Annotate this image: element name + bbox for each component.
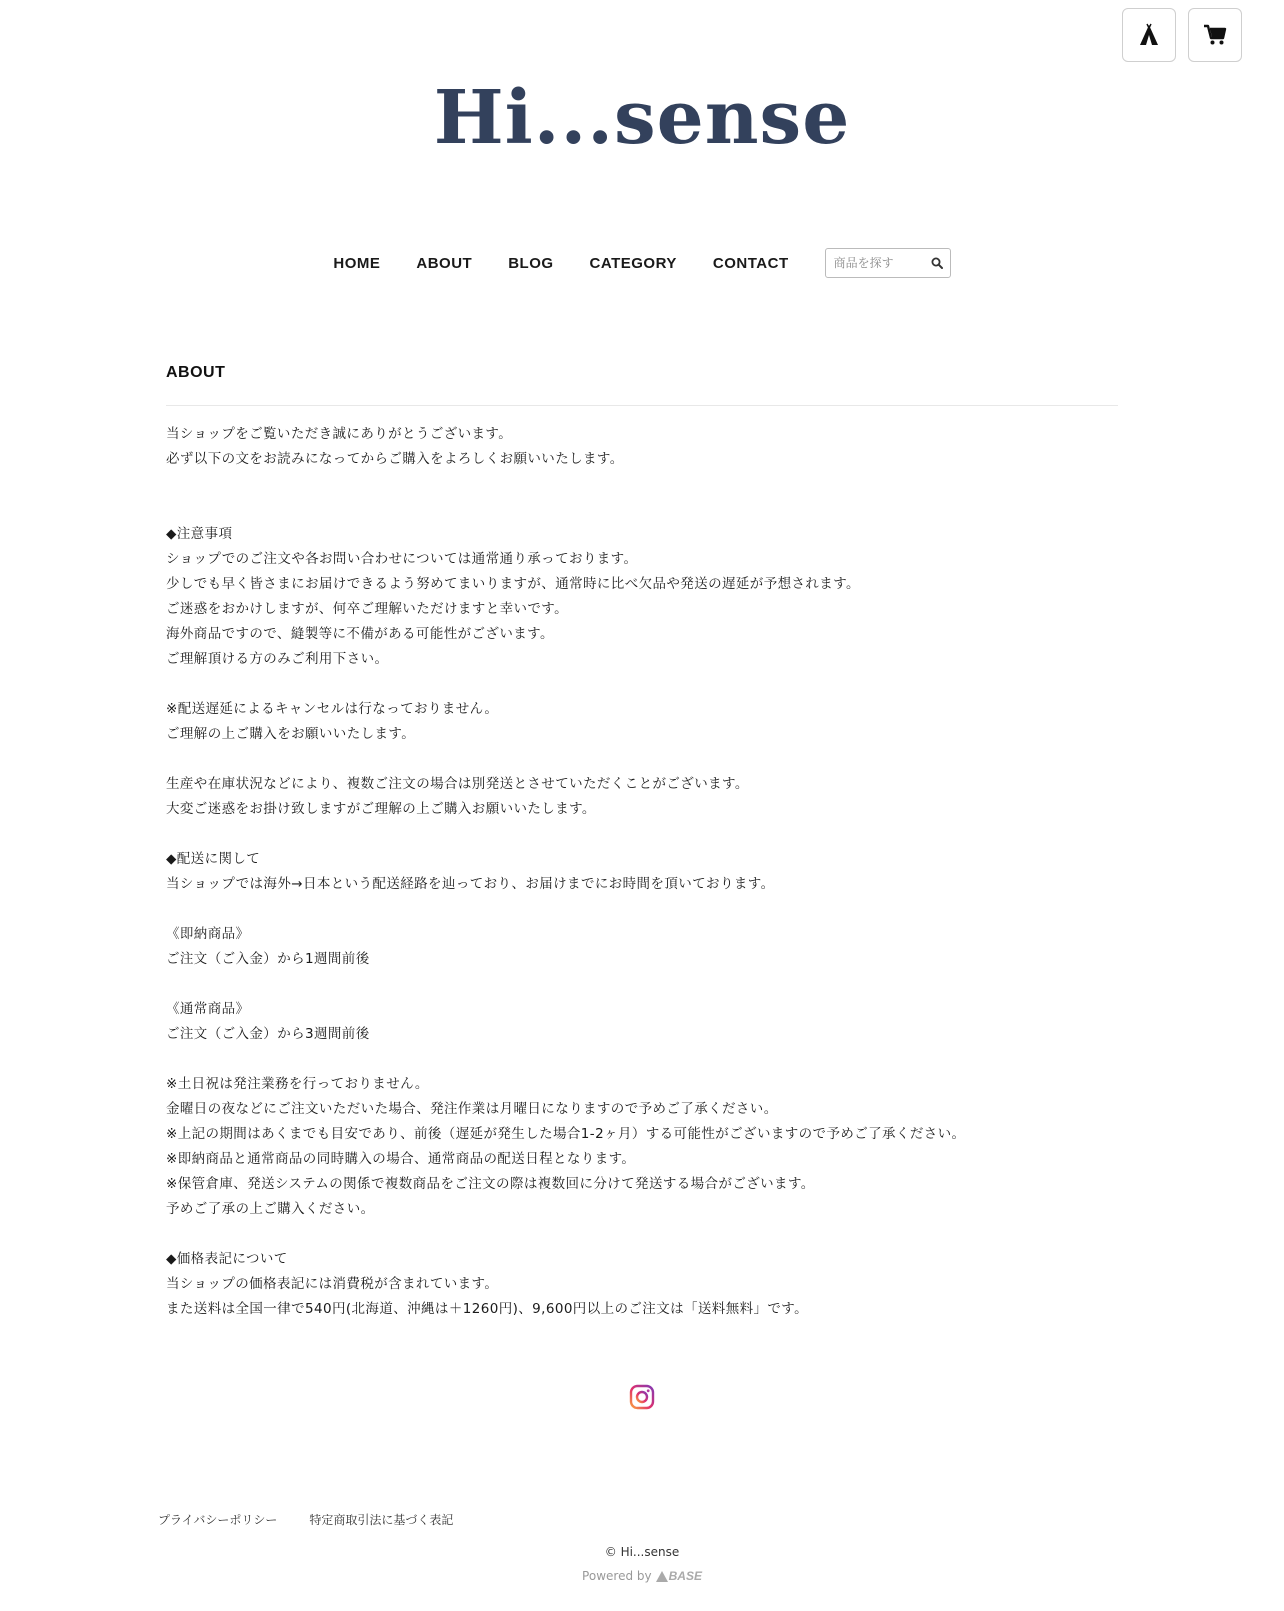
content-line [166, 1222, 1118, 1247]
about-content [166, 422, 1118, 1322]
nav-contact[interactable]: CONTACT [712, 254, 789, 272]
shop-home-button[interactable] [1122, 8, 1176, 62]
content-line: ご注文（ご入金）から3週間前後 [166, 1026, 370, 1042]
search-button[interactable] [924, 249, 950, 277]
content-line: ※土日祝は発注業務を行っておりません。 [166, 1076, 429, 1092]
content-line [166, 472, 1118, 497]
content-line [166, 897, 1118, 922]
content-line [166, 1047, 1118, 1072]
base-logo [656, 1569, 702, 1583]
page-title: ABOUT [166, 364, 226, 381]
header-actions [1122, 8, 1242, 62]
commercial-law-link[interactable]: 特定商取引法に基づく表記 [309, 1513, 454, 1527]
instagram-link[interactable] [629, 1384, 655, 1410]
content-line: ※即納商品と通常商品の同時購入の場合、通常商品の配送日程となります。 [166, 1151, 636, 1167]
content-line [166, 972, 1118, 997]
content-line: ご理解頂ける方のみご利用下さい。 [166, 651, 389, 667]
content-line: 大変ご迷惑をお掛け致しますがご理解の上ご購入お願いいたします。 [166, 801, 596, 817]
content-line [166, 672, 1118, 697]
main-nav [0, 248, 1284, 278]
nav-category[interactable]: CATEGORY [589, 254, 677, 272]
content-line: また送料は全国一律で540円(北海道、沖縄は＋1260円)、9,600円以上のご注文は「送料無料」です。 [166, 1301, 809, 1317]
content-line: ◆価格表記について [166, 1251, 288, 1267]
content-line: ◆注意事項 [166, 526, 233, 542]
content-line: 金曜日の夜などにご注文いただいた場合、発注作業は月曜日になりますので予めご了承ください。 [166, 1101, 778, 1117]
shop-logo[interactable]: Hi...sense [433, 75, 851, 161]
nav-blog[interactable]: BLOG [508, 254, 554, 272]
search-box [825, 248, 951, 278]
content-line: 海外商品ですので、縫製等に不備がある可能性がございます。 [166, 626, 554, 642]
search-icon [931, 257, 943, 269]
nav-home[interactable]: HOME [333, 254, 381, 272]
footer-links [158, 1511, 453, 1528]
content-line: ※保管倉庫、発送システムの関係で複数商品をご注文の際は複数回に分けて発送する場合がございます。 [166, 1176, 815, 1192]
content-line: 生産や在庫状況などにより、複数ご注文の場合は別発送とさせていただくことがございます。 [166, 776, 749, 792]
content-line: ご迷惑をおかけしますが、何卒ご理解いただけますと幸いです。 [166, 601, 569, 617]
content-line [166, 747, 1118, 772]
content-line: ご注文（ご入金）から1週間前後 [166, 951, 370, 967]
copyright: © Hi...sense [604, 1545, 680, 1559]
content-line: ショップでのご注文や各お問い合わせについては通常通り承っております。 [166, 551, 638, 567]
content-line [166, 497, 1118, 522]
content-line: 当ショップの価格表記には消費税が含まれています。 [166, 1276, 499, 1292]
content-line: ※上記の期間はあくまでも目安であり、前後（遅延が発生した場合1-2ヶ月）する可能性がございますので予めご了承ください。 [166, 1126, 966, 1142]
cart-icon [1203, 24, 1227, 46]
content-line: 《即納商品》 [166, 926, 250, 942]
base-logo-text: BASE [668, 1569, 702, 1583]
content-line: ※配送遅延によるキャンセルは行なっておりません。 [166, 701, 499, 717]
content-line: ご理解の上ご購入をお願いいたします。 [166, 726, 416, 742]
content-line: 予めご了承の上ご購入ください。 [166, 1201, 375, 1217]
content-line: 少しでも早く皆さまにお届けできるよう努めてまいりますが、通常時に比べ欠品や発送の遅延が予想されます。 [166, 576, 860, 592]
nav-about[interactable]: ABOUT [416, 254, 473, 272]
search-input[interactable] [834, 256, 924, 270]
cart-button[interactable] [1188, 8, 1242, 62]
powered-by-text: Powered by [582, 1569, 652, 1583]
title-divider [166, 405, 1118, 406]
content-line: 《通常商品》 [166, 1001, 250, 1017]
instagram-icon [629, 1384, 655, 1410]
content-line [166, 822, 1118, 847]
content-line: 必ず以下の文をお読みになってからご購入をよろしくお願いいたします。 [166, 451, 624, 467]
content-line: 当ショップをご覧いただき誠にありがとうございます。 [166, 426, 513, 442]
content-line: 当ショップでは海外→日本という配送経路を辿っており、お届けまでにお時間を頂いております。 [166, 876, 775, 892]
tent-icon [1138, 23, 1160, 47]
content-line: ◆配送に関して [166, 851, 261, 867]
powered-by[interactable] [0, 1569, 1284, 1583]
privacy-policy-link[interactable]: プライバシーポリシー [158, 1513, 278, 1527]
base-mark-icon [656, 1571, 668, 1582]
